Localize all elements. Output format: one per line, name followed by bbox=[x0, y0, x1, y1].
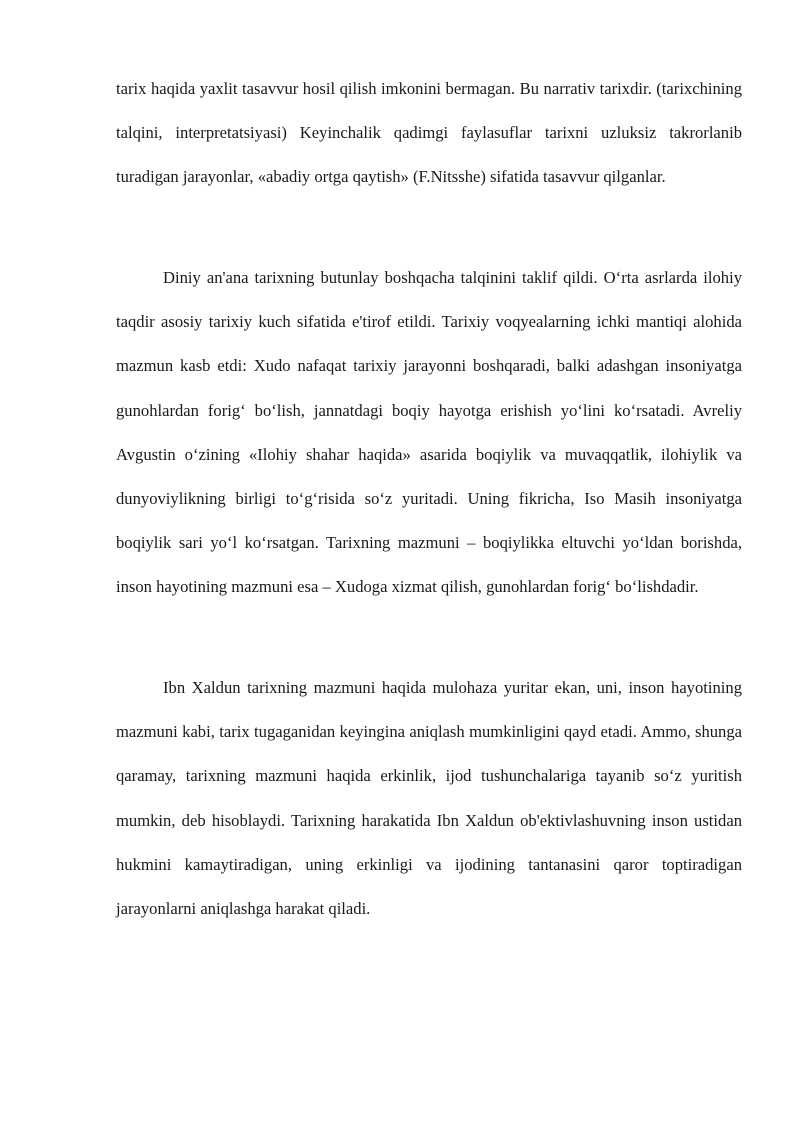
paragraph-religious-tradition: Diniy an'ana tarixning butunlay boshqacha talqinini taklif qildi. O‘rta asrlarda ilohiy taqdir asosiy tarixiy kuch sifatida e'tirof etildi. Tarixiy voqyealarning ichki mantiqi alohida mazmun kasb etdi: Xudo nafaqat tarixiy jarayonni boshqaradi, balki adashgan insoniyatga gunohlardan forig‘ bo‘lish, jannatdagi boqiy hayotga erishish yo‘lini ko‘rsatadi. Avreliy Avgustin o‘zining «Ilohiy shahar haqida» asarida boqiylik va muvaqqatlik, ilohiylik va dunyoviylikning birligi to‘g‘risida so‘z yuritadi. Uning fikricha, Iso Masih insoniyatga boqiylik sari yo‘l ko‘rsatgan. Tarixning mazmuni – boqiylikka eltuvchi yo‘ldan borishda, inson hayotining mazmuni esa – Xudoga xizmat qilish, gunohlardan forig‘ bo‘lishdadir. bbox=[116, 268, 742, 597]
paragraph-ibn-khaldun: Ibn Xaldun tarixning mazmuni haqida mulohaza yuritar ekan, uni, inson hayotining mazmuni kabi, tarix tugaganidan keyingina aniqlash mumkinligini qayd etadi. Ammo, shunga qaramay, tarixning mazmuni haqida erkinlik, ijod tushunchalariga tayanib so‘z yuritish mumkin, deb hisoblaydi. Tarixning harakatida Ibn Xaldun ob'ektivlashuvning inson ustidan hukmini kamaytiradigan, uning erkinligi va ijodining tantanasini qaror toptiradigan jarayonlarni aniqlashga harakat qiladi. bbox=[116, 678, 742, 919]
paragraph-continuation: tarix haqida yaxlit tasavvur hosil qilish imkonini bermagan. Bu narrativ tarixdir. (tarixchining talqini, interpretatsiyasi) Keyinchalik qadimgi faylasuflar tarixni uzluksiz takrorlanib turadigan jarayonlar, «abadiy ortga qaytish» (F.Nitsshe) sifatida tasavvur qilganlar. bbox=[116, 79, 742, 187]
